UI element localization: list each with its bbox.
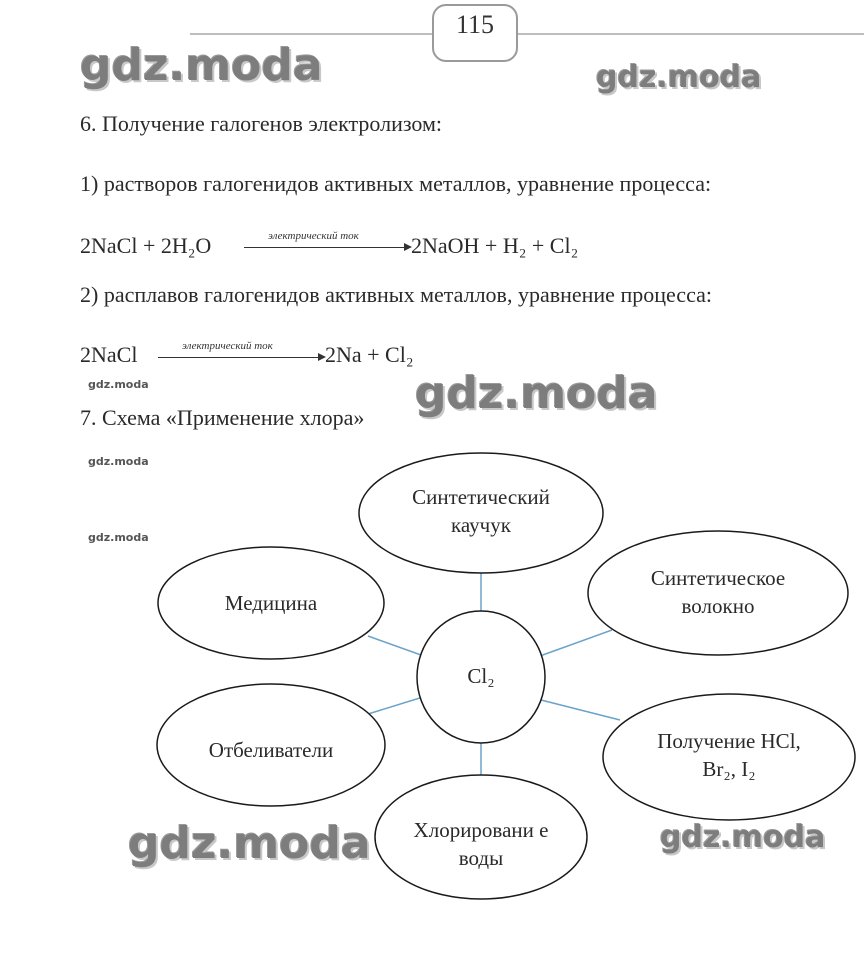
task7-heading: 7. Схема «Применение хлора» <box>80 405 365 430</box>
connector-right-bottom <box>541 700 620 720</box>
task6-heading: 6. Получение галогенов электролизом: <box>80 111 443 136</box>
node-top-right-label: Синтетическое волокно <box>650 566 786 618</box>
task6-item1: 1) растворов галогенидов активных металлов, уравнение процесса: <box>80 171 712 196</box>
connector-left-bottom <box>368 697 423 714</box>
watermark-logo: gdz.moda <box>80 40 323 91</box>
connector-left-top <box>368 636 421 655</box>
node-top-label: Синтетический каучук <box>412 485 550 537</box>
equation1-right: 2NaOH + H₂ + Cl₂ <box>411 233 579 258</box>
node-left-bottom-label: Отбеливатели <box>208 738 334 762</box>
connector-top-right <box>540 630 612 656</box>
watermark-logo: gdz.moda <box>128 818 371 869</box>
task6-item2: 2) расплавов галогенидов активных металлов, уравнение процесса: <box>80 282 712 307</box>
watermark-logo: gdz.moda <box>596 60 762 95</box>
watermark-logo: gdz.moda <box>88 378 149 391</box>
equation2-right: 2Na + Cl₂ <box>325 342 414 367</box>
watermark-logo: gdz.moda <box>660 820 826 855</box>
node-bottom-label: Хлорировани е воды <box>413 818 549 870</box>
page-number: 115 <box>455 10 495 39</box>
center-node-label: Cl₂ <box>467 664 495 688</box>
equation1-left: 2NaCl + 2H₂O <box>80 233 212 258</box>
watermark-logo: gdz.moda <box>88 455 149 468</box>
node-right-bottom-label: Получение HCl, Br₂, I₂ <box>657 729 801 781</box>
node-left-top-label: Медицина <box>224 591 318 615</box>
equation2-arrow-label: электрический ток <box>182 340 273 352</box>
watermark-logo: gdz.moda <box>415 368 658 419</box>
equation1-arrow-label: электрический ток <box>268 230 359 242</box>
equation2-left: 2NaCl <box>80 342 138 367</box>
watermark-logo: gdz.moda <box>88 531 149 544</box>
